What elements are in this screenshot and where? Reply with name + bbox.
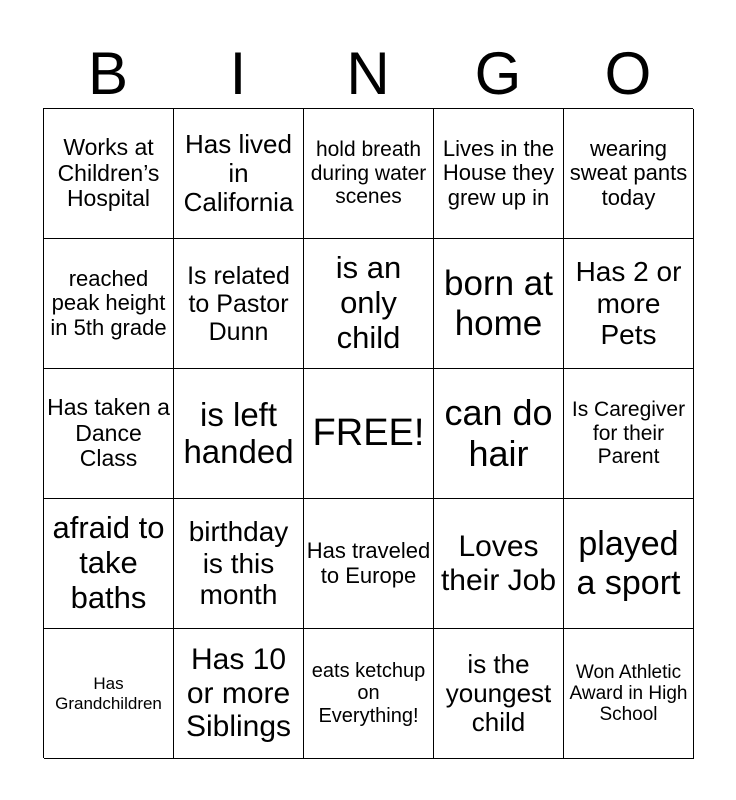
cell-text: afraid to take baths bbox=[52, 510, 165, 615]
bingo-cell[interactable] bbox=[174, 369, 304, 499]
bingo-cell[interactable] bbox=[564, 629, 694, 759]
cell-text: hold breath during water scenes bbox=[310, 138, 427, 209]
cell-text: Won Athletic Award in High School bbox=[569, 661, 688, 726]
bingo-cell[interactable] bbox=[174, 629, 304, 759]
bingo-cell[interactable] bbox=[174, 499, 304, 629]
header-letter-i: I bbox=[229, 40, 247, 107]
cell-text: is left handed bbox=[183, 395, 294, 470]
header-letter-o: O bbox=[604, 40, 652, 107]
cell-text: Lives in the House they grew up in bbox=[442, 135, 555, 210]
cell-text: eats ketchup on Everything! bbox=[311, 659, 426, 727]
bingo-card-grid bbox=[43, 108, 693, 758]
bingo-cell[interactable] bbox=[44, 239, 174, 369]
bingo-cell[interactable] bbox=[44, 629, 174, 759]
cell-text: Has taken a Dance Class bbox=[47, 393, 170, 472]
cell-text: Has lived in California bbox=[183, 128, 294, 218]
bingo-cell[interactable] bbox=[174, 239, 304, 369]
bingo-cell[interactable] bbox=[564, 239, 694, 369]
bingo-cell[interactable] bbox=[434, 109, 564, 239]
bingo-cell[interactable] bbox=[564, 499, 694, 629]
cell-text: Has traveled to Europe bbox=[306, 537, 431, 588]
cell-text: Has 2 or more Pets bbox=[575, 256, 682, 351]
cell-text: reached peak height in 5th grade bbox=[50, 265, 167, 340]
cell-text: Has 10 or more Siblings bbox=[185, 643, 292, 744]
bingo-cell[interactable] bbox=[304, 629, 434, 759]
header-letter-g: G bbox=[474, 40, 522, 107]
bingo-header bbox=[43, 40, 693, 108]
bingo-cell[interactable] bbox=[174, 109, 304, 239]
cell-text: Has Grandchildren bbox=[55, 674, 162, 713]
bingo-cell[interactable] bbox=[44, 109, 174, 239]
bingo-cell[interactable] bbox=[434, 499, 564, 629]
cell-text: FREE! bbox=[312, 412, 425, 455]
cell-text: Works at Children’s Hospital bbox=[57, 133, 160, 212]
cell-text: Loves their Job bbox=[440, 529, 557, 597]
bingo-cell[interactable] bbox=[304, 239, 434, 369]
bingo-cell[interactable] bbox=[44, 369, 174, 499]
cell-text: is an only child bbox=[335, 250, 402, 355]
header-letter-b: B bbox=[87, 40, 129, 107]
cell-text: Is Caregiver for their Parent bbox=[571, 398, 686, 469]
cell-text: can do hair bbox=[444, 392, 553, 474]
bingo-cell[interactable] bbox=[434, 239, 564, 369]
bingo-cell[interactable] bbox=[564, 369, 694, 499]
cell-text: played a sport bbox=[576, 525, 681, 602]
cell-text: born at home bbox=[444, 264, 553, 343]
cell-text: birthday is this month bbox=[188, 516, 289, 611]
free-space-cell[interactable] bbox=[304, 369, 434, 499]
cell-text: wearing sweat pants today bbox=[569, 135, 688, 210]
cell-text: is the youngest child bbox=[445, 648, 552, 738]
header-letter-n: N bbox=[346, 40, 390, 107]
bingo-cell[interactable] bbox=[44, 499, 174, 629]
bingo-cell[interactable] bbox=[434, 629, 564, 759]
bingo-cell[interactable] bbox=[434, 369, 564, 499]
bingo-cell[interactable] bbox=[304, 499, 434, 629]
cell-text: Is related to Pastor Dunn bbox=[187, 261, 290, 346]
bingo-cell[interactable] bbox=[564, 109, 694, 239]
bingo-cell[interactable] bbox=[304, 109, 434, 239]
